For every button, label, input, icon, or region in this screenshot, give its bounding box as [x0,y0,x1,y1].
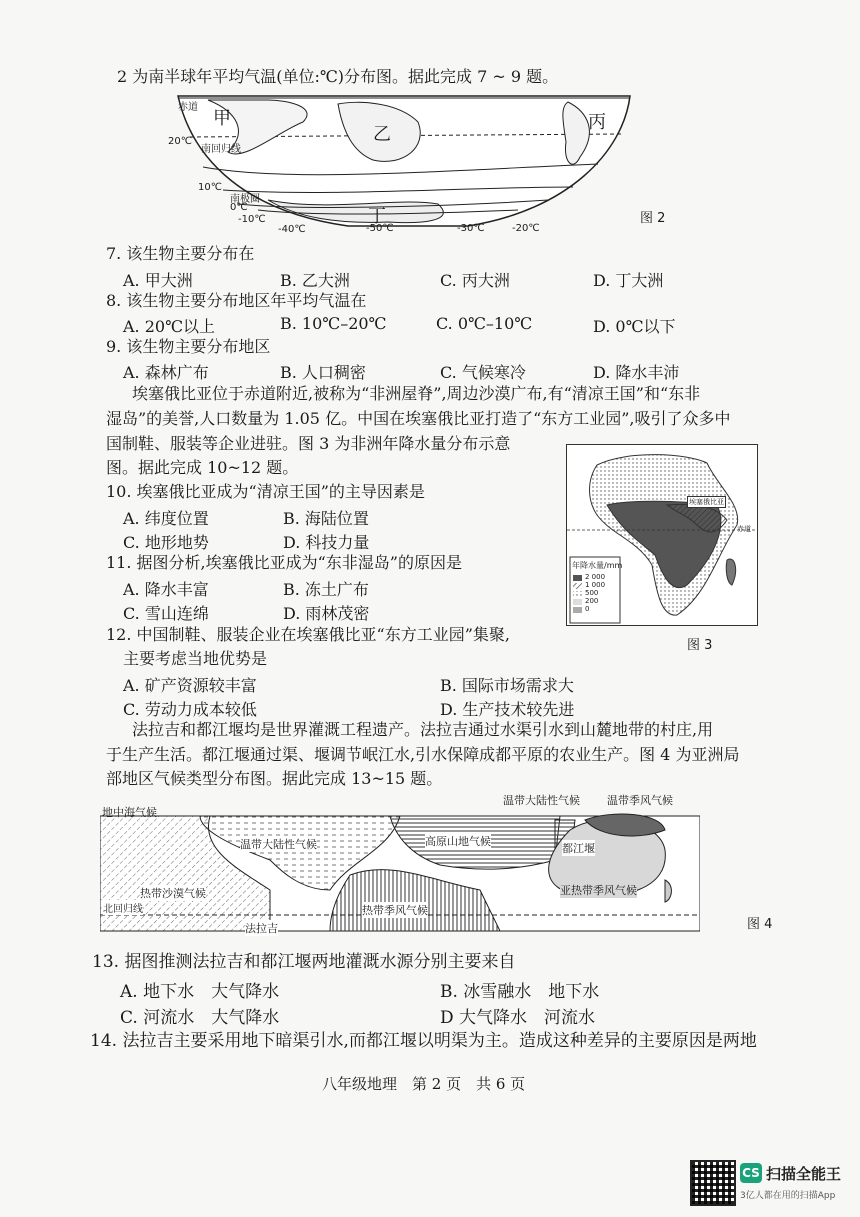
continent-yi: 乙 [373,124,391,145]
q11-option-d: D. 雨林茂密 [283,604,370,623]
q11-stem: 11. 据图分析,埃塞俄比亚成为“东非湿岛”的原因是 [106,553,462,572]
q9-option-c: C. 气候寒冷 [440,363,526,382]
q9-stem: 9. 该生物主要分布地区 [106,337,271,356]
q12-stem-1: 12. 中国制鞋、服装企业在埃塞俄比亚“东方工业园”集聚, [106,625,510,644]
figure-3-equator-label: 赤道 [737,525,751,533]
q8-option-c: C. 0℃–10℃ [436,314,533,333]
label-subtrop-monsoon: 亚热带季风气候 [560,884,637,897]
para-ethiopia-4: 图。据此完成 10~12 题。 [106,458,299,477]
legend-item-2000: 2 000 [585,573,606,581]
q13-option-a: A. 地下水 大气降水 [120,982,280,1002]
q11-option-c: C. 雪山连绵 [123,604,209,623]
para-irrigation-3: 部地区气候类型分布图。据此完成 13~15 题。 [106,769,443,788]
camscanner-title: 扫描全能王 [766,1165,842,1183]
tropic-label: 南回归线 [201,144,241,155]
temp-0-label: 0℃ [230,202,248,213]
label-temp-cont-top: 温带大陆性气候 [503,794,580,807]
q12-option-c: C. 劳动力成本较低 [123,700,257,719]
q7-option-b: B. 乙大洲 [280,271,350,290]
legend-item-0: 0 [585,605,590,613]
legend-item-200: 200 [585,597,599,605]
q13-stem: 13. 据图推测法拉吉和都江堰两地灌溉水源分别主要来自 [92,952,516,972]
para-irrigation-2: 于生产生活。都江堰通过渠、堰调节岷江水,引水保障成都平原的农业生产。图 4 为亚洲局 [106,745,740,764]
camscanner-subtitle: 3亿人都在用的扫描App [740,1191,836,1201]
label-temp-cont: 温带大陆性气候 [240,838,317,851]
temp-m10-label: -10℃ [238,214,266,225]
label-trop-monsoon: 热带季风气候 [362,904,428,917]
label-tropic-north: 北回归线 [103,900,143,915]
figure-4-caption: 图 4 [747,917,773,932]
q10-option-c: C. 地形地势 [123,533,209,552]
temp-10-label: 10℃ [198,182,222,193]
continent-ding: 丁 [368,206,386,227]
figure-2-map [168,92,638,235]
legend-item-500: 500 [585,589,599,597]
legend-item-1000: 1 000 [585,581,606,589]
para-irrigation-1: 法拉吉和都江堰均是世界灌溉工程遗产。法拉吉通过水渠引水到山麓地带的村庄,用 [132,720,714,739]
para-ethiopia-3: 国制鞋、服装等企业进驻。图 3 为非洲年降水量分布示意 [106,434,511,453]
qr-code-icon [690,1160,736,1206]
temp-m30-label: -30℃ [457,223,485,234]
legend-title: 年降水量/mm [572,561,623,570]
q10-stem: 10. 埃塞俄比亚成为“清凉王国”的主导因素是 [106,482,425,501]
temp-20-label: 20℃ [168,136,192,147]
q10-option-b: B. 海陆位置 [283,509,369,528]
equator-label: 赤道 [178,102,198,113]
figure-3-caption: 图 3 [687,638,713,653]
label-trop-desert: 热带沙漠气候 [140,887,206,900]
q9-option-d: D. 降水丰沛 [593,363,680,382]
label-dujiangyan: 都江堰 [562,842,595,855]
para-ethiopia-1: 埃塞俄比亚位于赤道附近,被称为“非洲屋脊”,周边沙漠广布,有“清凉王国”和“东非 [132,384,701,403]
q7-option-c: C. 丙大洲 [440,271,510,290]
label-mediterranean: 地中海气候 [102,806,157,819]
figure-4-map [100,790,700,935]
q13-option-d: D 大气降水 河流水 [440,1008,596,1028]
antarctic-label: 南极圈 [230,194,260,205]
q12-option-b: B. 国际市场需求大 [440,676,574,695]
figure-2-caption: 图 2 [640,211,666,226]
q7-option-d: D. 丁大洲 [593,271,664,290]
q14-stem: 14. 法拉吉主要采用地下暗渠引水,而都江堰以明渠为主。造成这种差异的主要原因是两地 [90,1031,757,1051]
q7-option-a: A. 甲大洲 [123,271,193,290]
q8-stem: 8. 该生物主要分布地区年平均气温在 [106,291,367,310]
q12-option-d: D. 生产技术较先进 [440,700,575,719]
q8-option-b: B. 10℃–20℃ [280,314,387,333]
q7-stem: 7. 该生物主要分布在 [106,244,255,263]
q13-option-c: C. 河流水 大气降水 [120,1008,280,1028]
q9-option-b: B. 人口稠密 [280,363,366,382]
q13-option-b: B. 冰雪融水 地下水 [440,982,600,1002]
page-footer: 八年级地理 第 2 页 共 6 页 [322,1075,526,1093]
q8-option-d: D. 0℃以下 [593,317,676,336]
label-falaj: 法拉吉 [245,922,278,935]
camscanner-logo-icon: CS [740,1163,762,1183]
q9-option-a: A. 森林广布 [123,363,209,382]
label-plateau: 高原山地气候 [425,835,491,848]
temp-m50-label: -50℃ [366,223,394,234]
q12-option-a: A. 矿产资源较丰富 [123,676,257,695]
temp-m20-label: -20℃ [512,223,540,234]
q8-option-a: A. 20℃以上 [123,317,215,336]
q10-option-a: A. 纬度位置 [123,509,209,528]
ethiopia-label: 埃塞俄比亚 [689,498,724,506]
intro-text: 2 为南半球年平均气温(单位:℃)分布图。据此完成 7 ~ 9 题。 [117,67,559,86]
q12-stem-2: 主要考虑当地优势是 [123,649,268,668]
continent-bing: 丙 [588,112,606,133]
q11-option-b: B. 冻土广布 [283,580,369,599]
figure-3-map [566,444,758,626]
para-ethiopia-2: 湿岛”的美誉,人口数量为 1.05 亿。中国在埃塞俄比亚打造了“东方工业园”,吸引了众多中 [106,409,731,428]
continent-jia: 甲 [213,108,231,129]
temp-m40-label: -40℃ [278,224,306,235]
q11-option-a: A. 降水丰富 [123,580,209,599]
q10-option-d: D. 科技力量 [283,533,370,552]
label-temp-monsoon: 温带季风气候 [607,794,673,807]
